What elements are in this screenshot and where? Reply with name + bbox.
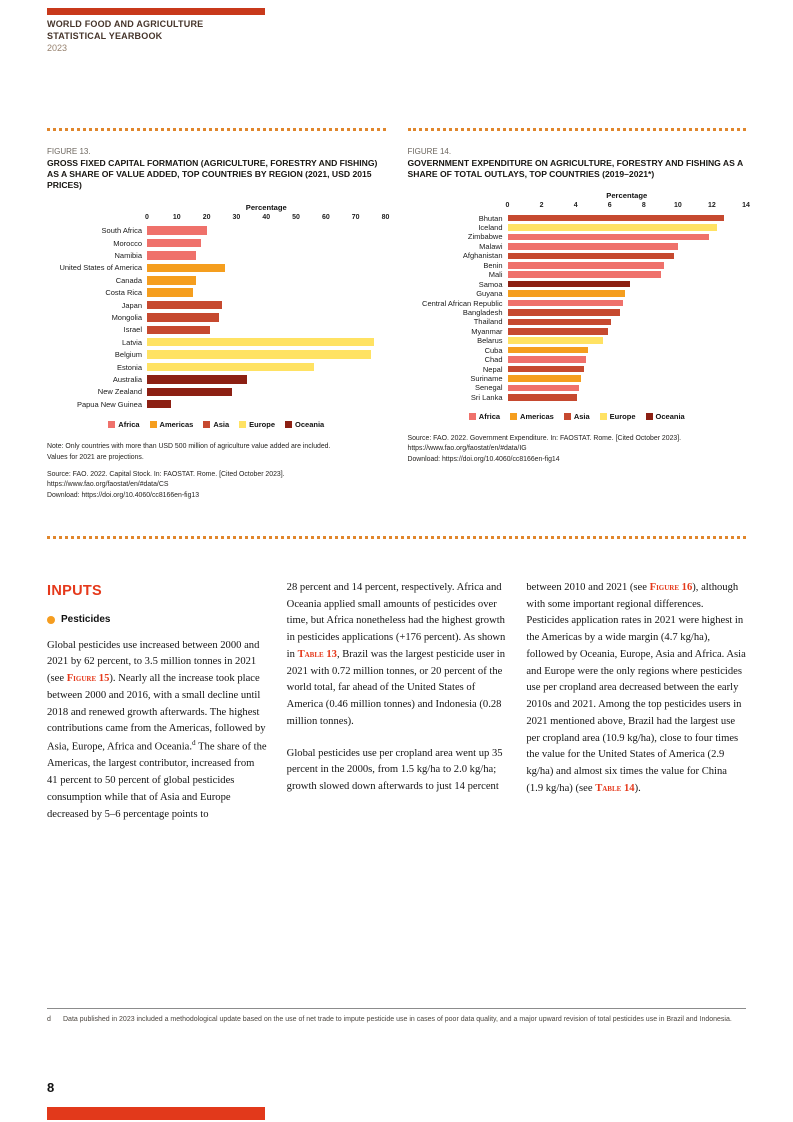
country-label: Japan <box>121 300 142 310</box>
legend-swatch <box>646 413 653 420</box>
figure-14-title: GOVERNMENT EXPENDITURE ON AGRICULTURE, FORESTRY AND FISHING AS A SHARE OF TOTAL OUTLAYS, TOP COUNTRIES (2019–2021*) <box>407 158 743 180</box>
footnote-ref: d <box>192 739 196 748</box>
axis-tick: 20 <box>202 213 211 221</box>
country-label: Sri Lanka <box>470 392 503 402</box>
bar-area <box>508 262 747 269</box>
axis-ticks <box>145 213 390 225</box>
bar-area <box>508 328 747 335</box>
chart-row <box>47 249 386 261</box>
country-label: Australia <box>112 374 142 384</box>
bar-morocco <box>147 239 201 248</box>
legend-item-africa <box>108 420 139 429</box>
chart-row <box>47 361 386 373</box>
axis-tick: 60 <box>321 213 330 221</box>
country-label: Senegal <box>474 383 503 393</box>
bar-namibia <box>147 251 196 260</box>
chart-row <box>408 251 747 260</box>
chart-row <box>408 298 747 307</box>
chart-row <box>47 311 386 323</box>
bar-area <box>508 234 747 241</box>
bar-area <box>508 337 747 344</box>
axis-tick: 4 <box>573 202 578 210</box>
legend-item-europe <box>600 412 636 421</box>
inputs-section <box>47 580 746 838</box>
legend-item-asia <box>564 412 590 421</box>
footnote-marker: d <box>47 1016 51 1023</box>
bar-belgium <box>147 350 371 359</box>
body-text: ). Nearly all the increase took place between 2000 and 2016, with a small decline until 2018 and renewed growth afterwards. The highest contributions came from the Americas, followed by Asia, Europe, Africa and Oceania. <box>47 673 266 753</box>
chart-row <box>47 324 386 336</box>
bar-area <box>508 385 747 392</box>
bar-area <box>147 226 386 235</box>
legend-label: Americas <box>159 420 194 430</box>
bar-benin <box>508 262 665 269</box>
bar-papua-new-guinea <box>147 400 171 409</box>
legend-label: Asia <box>573 412 590 422</box>
bar-area <box>508 347 747 354</box>
chart-row <box>408 279 747 288</box>
dotted-separator-full <box>47 536 746 539</box>
country-label: Latvia <box>121 337 142 347</box>
legend-item-europe <box>239 420 275 429</box>
note-line: Source: FAO. 2022. Capital Stock. In: FAOSTAT. Rome. [Cited October 2023]. <box>47 471 285 479</box>
legend-label: Europe <box>609 412 636 422</box>
bar-area <box>147 350 386 359</box>
note-line: Values for 2021 are projections. <box>47 453 144 461</box>
figure-13-notes <box>47 442 386 501</box>
chart-row <box>408 261 747 270</box>
bar-myanmar <box>508 328 609 335</box>
country-label: Bangladesh <box>462 307 503 317</box>
legend-item-africa <box>469 412 500 421</box>
bar-area <box>508 394 747 401</box>
chart-row <box>47 386 386 398</box>
bar-bangladesh <box>508 309 620 316</box>
bar-suriname <box>508 375 581 382</box>
figure-13 <box>47 128 390 501</box>
bar-israel <box>147 326 210 335</box>
column-2-text <box>287 580 507 796</box>
chart-row <box>408 289 747 298</box>
text-column-2 <box>287 580 507 838</box>
legend-swatch <box>564 413 571 420</box>
source-link-line[interactable]: Download: https://doi.org/10.4060/cc8166en-fig13 <box>47 491 200 499</box>
country-label: Namibia <box>114 250 142 260</box>
bar-area <box>508 271 747 278</box>
legend-swatch <box>239 421 246 428</box>
body-text: between 2010 and 2021 (see <box>526 582 650 593</box>
legend-label: Africa <box>118 420 140 430</box>
bar-area <box>147 338 386 347</box>
chart-row <box>47 373 386 385</box>
bar-area <box>508 375 747 382</box>
country-label: Bhutan <box>478 213 503 223</box>
bar-afghanistan <box>508 253 675 260</box>
chart-row <box>47 274 386 286</box>
top-accent-bar <box>47 8 265 15</box>
axis-tick: 10 <box>172 213 181 221</box>
text-column-3 <box>526 580 746 838</box>
bar-area <box>147 288 386 297</box>
legend-swatch <box>108 421 115 428</box>
country-label: Mali <box>488 270 503 280</box>
bar-area <box>147 239 386 248</box>
legend-item-oceania <box>285 420 324 429</box>
bar-bhutan <box>508 215 724 222</box>
country-label: Iceland <box>478 223 503 232</box>
bullet-icon <box>47 616 55 624</box>
bar-south-africa <box>147 226 207 235</box>
footnote-rule <box>47 1008 746 1009</box>
figure-13-label: FIGURE 13. <box>47 147 91 156</box>
source-link-line[interactable]: https://www.fao.org/faostat/en/#data/IG <box>407 445 527 453</box>
legend-swatch <box>510 413 517 420</box>
country-label: Morocco <box>113 238 142 248</box>
bar-japan <box>147 301 222 310</box>
chart-row <box>408 242 747 251</box>
chart-row <box>408 393 747 402</box>
axis-title: Percentage <box>245 202 287 212</box>
chart-legend <box>408 412 747 421</box>
chart-row <box>408 374 747 383</box>
axis-tick: 14 <box>742 202 750 210</box>
country-label: Costa Rica <box>105 288 142 298</box>
legend-item-americas <box>510 412 554 421</box>
axis-tick: 0 <box>505 202 510 210</box>
bar-area <box>508 300 747 307</box>
bar-area <box>508 309 747 316</box>
cross-reference[interactable]: Table 14 <box>595 782 635 794</box>
figure-14 <box>407 128 750 501</box>
cross-reference[interactable]: Figure 16 <box>649 582 693 593</box>
bar-area <box>508 290 747 297</box>
country-label: Mongolia <box>111 312 142 322</box>
country-label: Zimbabwe <box>467 232 503 242</box>
figures-section <box>47 128 750 501</box>
axis-tick: 8 <box>641 202 646 210</box>
paragraph <box>287 746 507 796</box>
chart-row <box>47 348 386 360</box>
bar-area <box>147 400 386 409</box>
bar-iceland <box>508 224 718 231</box>
country-label: Afghanistan <box>462 251 503 261</box>
bar-australia <box>147 375 247 384</box>
chart-row <box>408 336 747 345</box>
chart-row <box>408 270 747 279</box>
cross-reference[interactable]: Figure 15 <box>66 673 110 685</box>
bar-area <box>508 243 747 250</box>
legend-label: Americas <box>520 412 554 422</box>
country-label: Thailand <box>473 317 503 327</box>
bar-area <box>147 313 386 322</box>
axis-tick: 70 <box>351 213 360 221</box>
source-group <box>408 434 747 465</box>
legend-label: Asia <box>213 420 230 430</box>
bar-area <box>147 326 386 335</box>
bar-new-zealand <box>147 388 232 397</box>
bar-chad <box>508 356 586 363</box>
source-group <box>47 470 386 501</box>
chart-row <box>408 232 747 241</box>
column-3-text <box>526 580 746 798</box>
country-label: Samoa <box>478 279 503 289</box>
legend-swatch <box>203 421 210 428</box>
axis-tick: 0 <box>145 213 149 221</box>
country-label: Papua New Guinea <box>76 399 142 409</box>
country-label: Malawi <box>479 241 503 251</box>
legend-item-oceania <box>646 412 685 421</box>
paragraph <box>287 580 507 731</box>
bar-nepal <box>508 366 585 373</box>
chart-row <box>47 286 386 298</box>
figure-13-chart <box>47 202 390 430</box>
source-link-line[interactable]: https://www.fao.org/faostat/en/#data/CS <box>47 481 169 489</box>
axis-tick: 12 <box>708 202 716 210</box>
bar-zimbabwe <box>508 234 709 241</box>
chart-row <box>47 225 386 237</box>
footnote-text: Data published in 2023 included a methodological update based on the use of net trade to impute pesticide use in cases of poor data quality, and a major upward revision of total pesticides use in Brazil and Indonesia. <box>63 1016 732 1023</box>
bar-area <box>147 264 386 273</box>
legend-label: Oceania <box>295 420 325 430</box>
bar-area <box>508 356 747 363</box>
country-label: Chad <box>484 355 503 365</box>
cross-reference[interactable]: Table 13 <box>297 648 337 660</box>
column-1-text <box>47 638 267 824</box>
legend-label: Oceania <box>655 412 685 422</box>
body-text: ), although with some important regional differences. Pesticides application rates in 2021 were highest in the Americas by a wide margin (4.7 kg/ha), followed by Oceania, Europe, Asia and Africa. Asia and Europe were the only regions where pesticides use per cropland area decreased between the early 2010s and 2021. Among the top pesticides users in 2021 mentioned above, Brazil had the largest use per cropland area (10.9 kg/ha), close to four times the value for the United States of America (2.9 kg/ha) and almost six times the value for China (1.9 kg/ha) (see <box>526 582 746 794</box>
country-label: Central African Republic <box>422 298 503 308</box>
body-text: Global pesticides use increased between 2000 and 2021 by 62 percent, to 3.5 million tonnes in 2021 (see <box>47 639 260 685</box>
country-label: Suriname <box>470 374 503 383</box>
body-text: , Brazil was the largest pesticide user in 2021 with 0.72 million tonnes, or 20 percent of the world total, far ahead of the United States of America (0.46 million tonnes) and Indonesia (0.28 million tonnes). <box>286 648 506 727</box>
bar-area <box>508 224 747 231</box>
country-label: Canada <box>115 275 142 285</box>
bar-area <box>147 363 386 372</box>
legend-swatch <box>600 413 607 420</box>
country-label: United States of America <box>59 263 142 273</box>
country-label: Guyana <box>476 289 503 299</box>
report-title-line1: WORLD FOOD AND AGRICULTURE <box>47 19 204 29</box>
bar-thailand <box>508 319 612 326</box>
chart-row <box>408 355 747 364</box>
subsection-title: Pesticides <box>61 613 111 625</box>
bar-senegal <box>508 385 580 392</box>
chart-row <box>408 383 747 392</box>
section-heading: INPUTS <box>47 583 102 599</box>
country-label: Israel <box>123 325 142 335</box>
figure-14-notes <box>408 434 747 465</box>
axis-tick: 2 <box>539 202 544 210</box>
figure-14-label: FIGURE 14. <box>407 147 452 156</box>
legend-label: Africa <box>478 412 501 422</box>
axis-ticks <box>505 202 750 213</box>
country-label: Nepal <box>482 364 503 374</box>
footnote <box>47 1015 746 1026</box>
bar-mongolia <box>147 313 219 322</box>
legend-label: Europe <box>249 420 276 430</box>
bar-malawi <box>508 243 678 250</box>
axis-title: Percentage <box>606 191 648 201</box>
body-text: The share of the Americas, the largest contributor, increased from 41 percent to 50 percent of global pesticides consumption while that of Asia and Europe decreased by 5–6 percentage points to <box>47 741 267 820</box>
bar-canada <box>147 276 196 285</box>
body-text: 28 percent and 14 percent, respectively. Africa and Oceania applied small amounts of pesticides over time, but Africa nonetheless had the highest growth in pesticides applications (+176 percent). As shown in <box>286 582 506 660</box>
dotted-separator-right <box>408 128 747 131</box>
source-link-line[interactable]: Download: https://doi.org/10.4060/cc8166en-fig14 <box>407 455 560 463</box>
axis-tick: 50 <box>292 213 300 221</box>
bar-area <box>508 281 747 288</box>
bottom-accent-bar <box>47 1107 265 1120</box>
country-label: Estonia <box>116 362 142 372</box>
axis-tick: 40 <box>262 213 271 221</box>
bar-area <box>508 215 747 222</box>
paragraph <box>526 580 746 798</box>
page-number: 8 <box>47 1080 55 1095</box>
chart-row <box>408 223 747 232</box>
chart-row <box>47 336 386 348</box>
bar-costa-rica <box>147 288 193 297</box>
bar-area <box>147 388 386 397</box>
bar-area <box>508 319 747 326</box>
chart-rows <box>408 213 747 402</box>
bar-latvia <box>147 338 374 347</box>
subsection-header <box>47 612 267 628</box>
chart-rows <box>47 225 386 411</box>
report-header <box>47 19 203 55</box>
legend-swatch <box>469 413 476 420</box>
axis-tick: 6 <box>607 202 612 210</box>
axis-tick: 30 <box>232 213 241 221</box>
axis-tick: 10 <box>673 202 682 210</box>
chart-row <box>408 308 747 317</box>
bar-guyana <box>508 290 626 297</box>
chart-row <box>408 213 747 222</box>
dotted-separator-left <box>47 128 386 131</box>
chart-row <box>47 262 386 274</box>
bar-sri-lanka <box>508 394 578 401</box>
chart-row <box>47 398 386 410</box>
country-label: Belarus <box>477 336 503 346</box>
report-title-line2: STATISTICAL YEARBOOK <box>47 30 163 41</box>
chart-row <box>408 364 747 373</box>
note-line: Note: Only countries with more than USD 500 million of agriculture value added are included. <box>47 443 331 451</box>
body-text: ). <box>634 782 641 794</box>
country-label: Cuba <box>484 345 503 355</box>
chart-row <box>47 237 386 249</box>
note-line: Source: FAO. 2022. Government Expenditure. In: FAOSTAT. Rome. [Cited October 2023]. <box>407 435 682 443</box>
bar-area <box>508 366 747 373</box>
country-label: South Africa <box>101 226 142 236</box>
bar-area <box>147 251 386 260</box>
bar-cuba <box>508 347 588 354</box>
bar-central-african-republic <box>508 300 624 307</box>
report-year: 2023 <box>47 43 68 54</box>
bar-area <box>147 276 386 285</box>
chart-row <box>47 299 386 311</box>
paragraph <box>47 638 267 824</box>
chart-row <box>408 327 747 336</box>
bar-area <box>508 253 747 260</box>
legend-swatch <box>285 421 292 428</box>
country-label: New Zealand <box>97 387 142 397</box>
bar-area <box>147 301 386 310</box>
figure-14-chart <box>408 191 750 422</box>
text-column-1 <box>47 580 267 838</box>
bar-estonia <box>147 363 314 372</box>
chart-row <box>408 345 747 354</box>
chart-row <box>408 317 747 326</box>
country-label: Belgium <box>114 350 142 360</box>
country-label: Myanmar <box>471 326 503 336</box>
body-text: Global pesticides use per cropland area went up 35 percent in the 2000s, from 1.5 kg/ha to 2.0 kg/ha; growth slowed down afterwards to just 14 percent <box>286 747 503 793</box>
bar-area <box>147 375 386 384</box>
legend-item-americas <box>150 420 194 429</box>
chart-legend <box>47 420 386 429</box>
bar-samoa <box>508 281 631 288</box>
bar-belarus <box>508 337 603 344</box>
legend-item-asia <box>203 420 229 429</box>
bar-united-states-of-america <box>147 264 225 273</box>
country-label: Benin <box>483 260 503 270</box>
legend-swatch <box>150 421 157 428</box>
note-group <box>47 442 386 463</box>
bar-mali <box>508 271 661 278</box>
figure-13-title: GROSS FIXED CAPITAL FORMATION (AGRICULTURE, FORESTRY AND FISHING) AS A SHARE OF VALUE ADDED, TOP COUNTRIES BY REGION (2021, USD 2015 PRICES) <box>47 158 378 191</box>
axis-tick: 80 <box>381 213 390 221</box>
